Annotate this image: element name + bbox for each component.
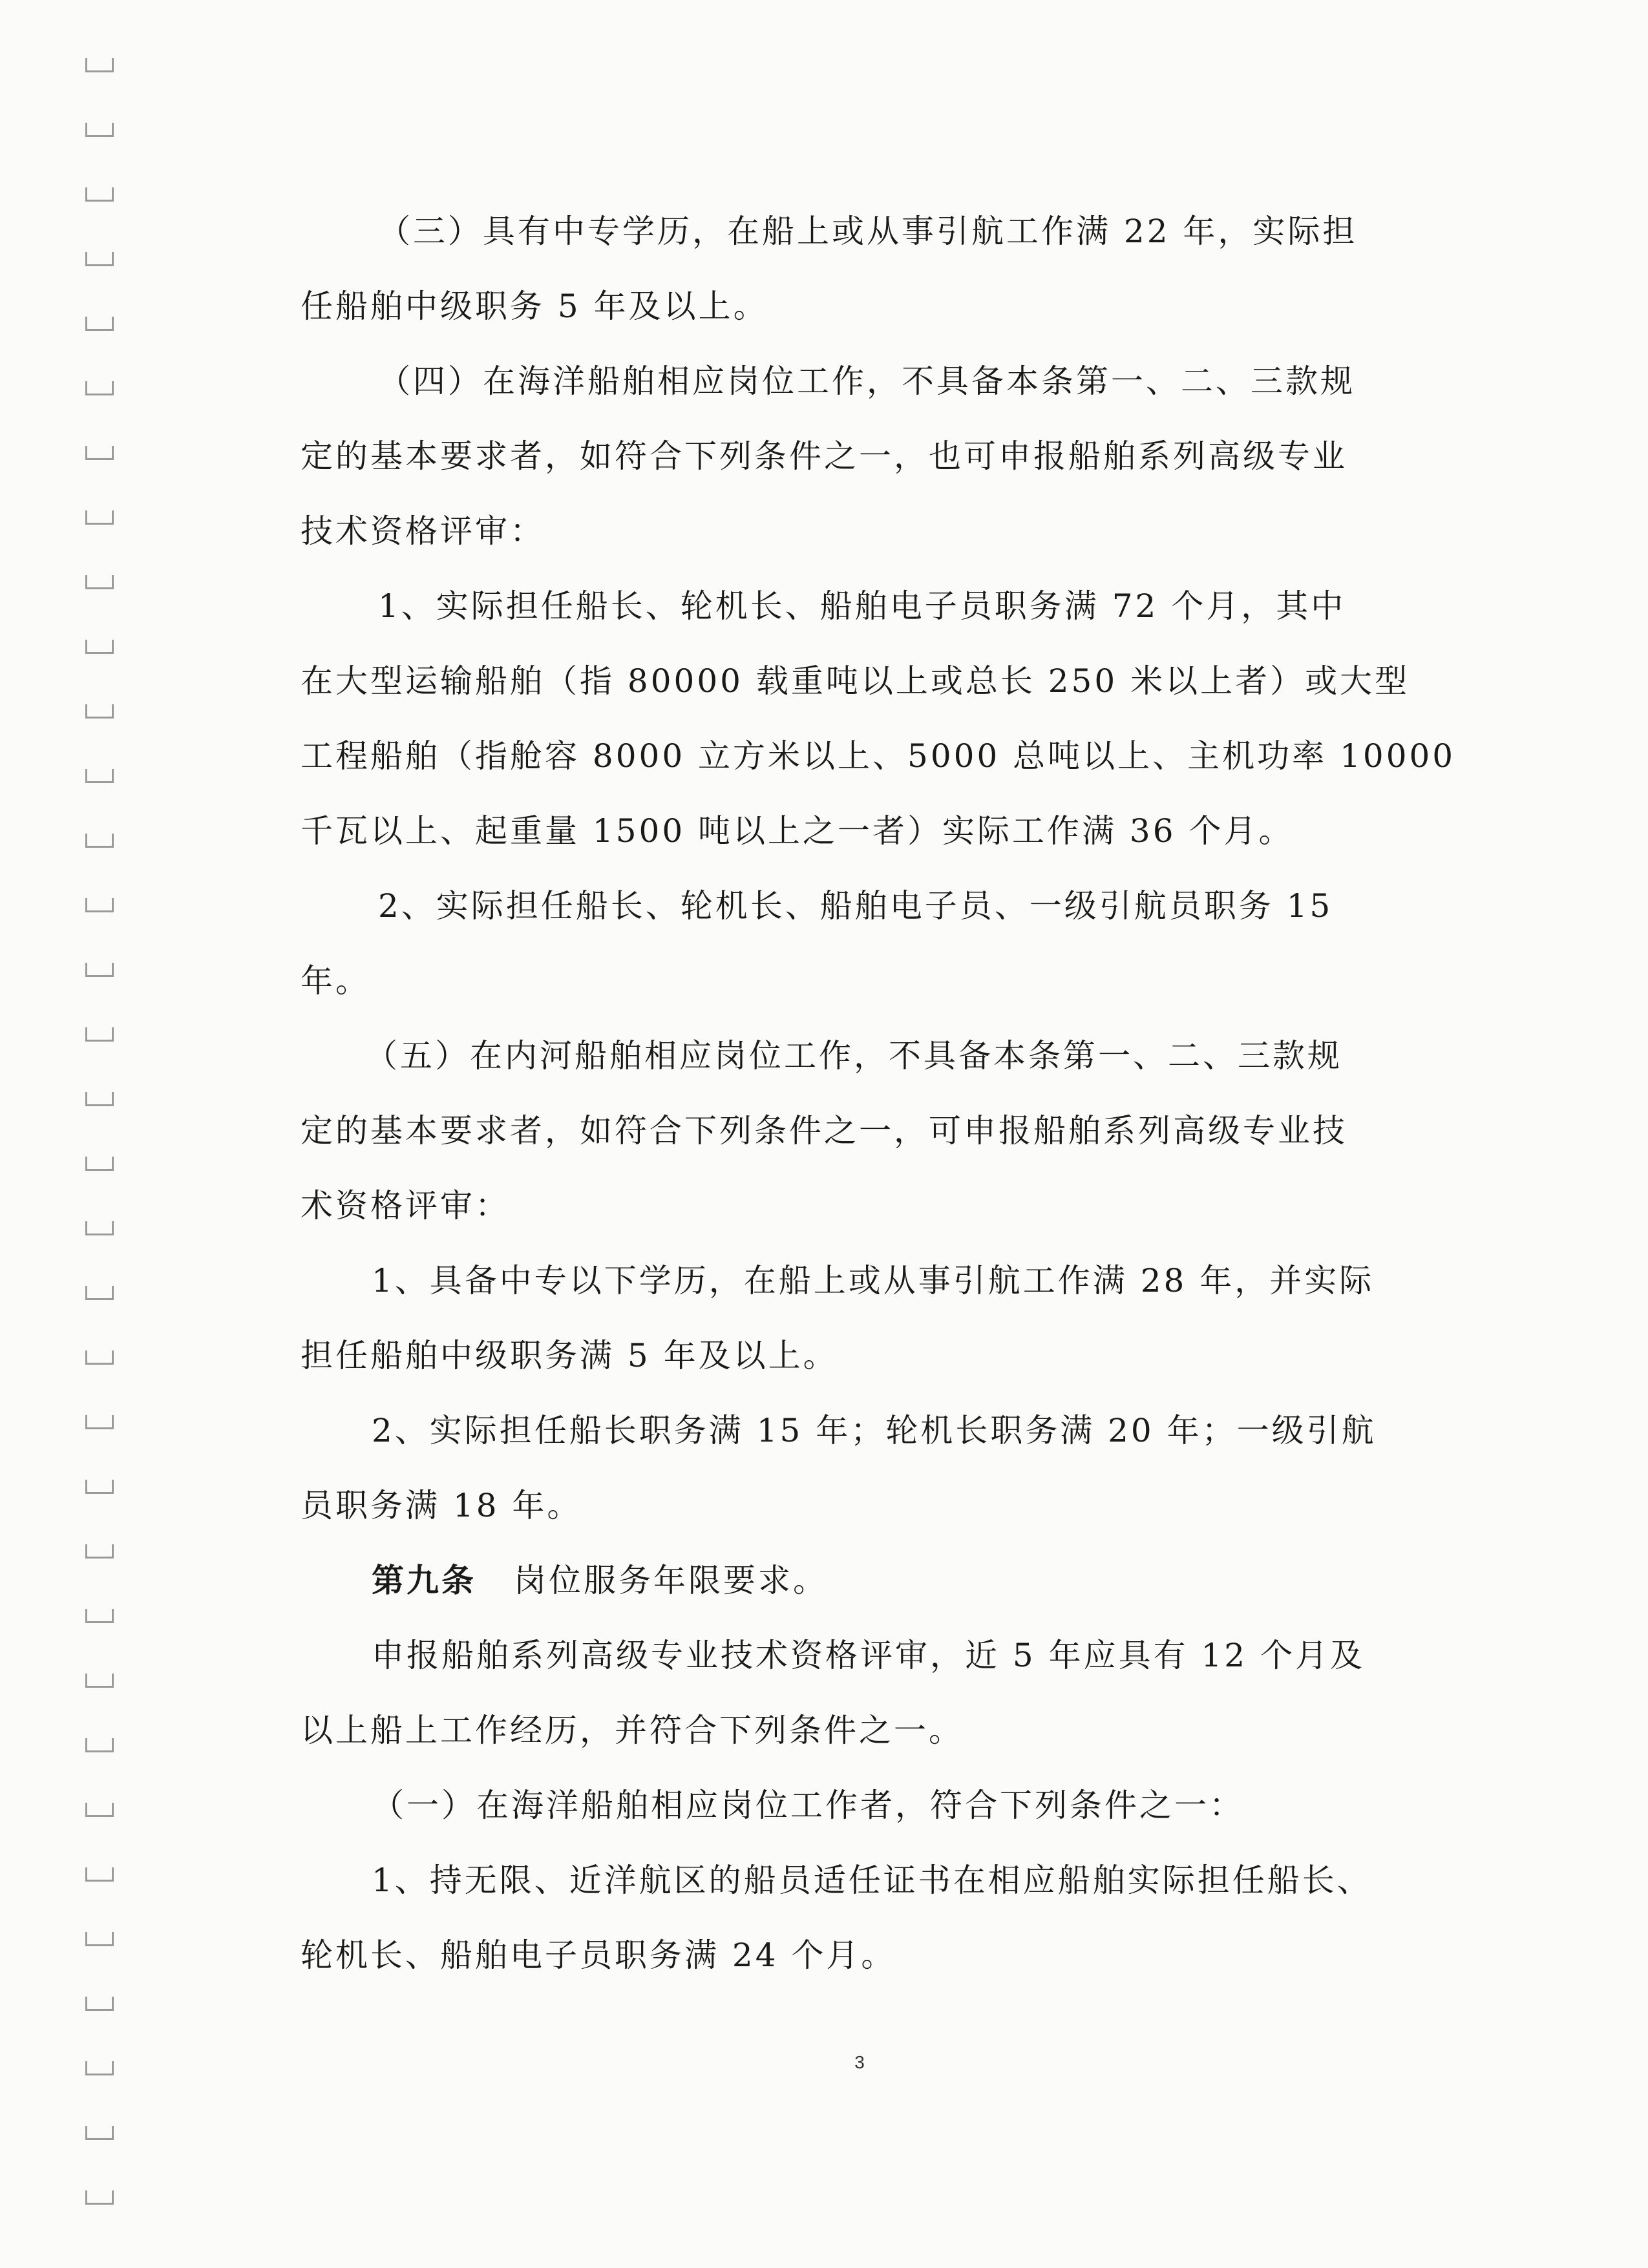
- binding-hole: [85, 381, 114, 395]
- binding-hole: [85, 704, 114, 719]
- binding-hole: [85, 1480, 114, 1494]
- text-line: 千瓦以上、起重量 1500 吨以上之一者）实际工作满 36 个月。: [301, 812, 1294, 850]
- binding-hole: [85, 187, 114, 202]
- text-line: 年。: [301, 962, 370, 1000]
- binding-hole: [85, 963, 114, 977]
- binding-hole: [85, 446, 114, 460]
- binding-hole: [85, 123, 114, 137]
- binding-hole: [85, 252, 114, 266]
- text-line: 定的基本要求者，如符合下列条件之一，也可申报船舶系列高级专业: [301, 437, 1347, 475]
- binding-hole: [85, 1674, 114, 1688]
- binding-hole: [85, 1157, 114, 1171]
- text-line: （一）在海洋船舶相应岗位工作者，符合下列条件之一：: [372, 1787, 1244, 1824]
- binding-hole: [85, 1350, 114, 1365]
- text-line: 技术资格评审：: [301, 512, 545, 550]
- binding-hole: [85, 1092, 114, 1106]
- text-line: 2、实际担任船长、轮机长、船舶电子员、一级引航员职务 15: [378, 887, 1333, 925]
- article-title: 岗位服务年限要求。: [514, 1562, 828, 1599]
- text-line: 1、实际担任船长、轮机长、船舶电子员职务满 72 个月，其中: [378, 587, 1346, 625]
- text-line: 1、具备中专以下学历，在船上或从事引航工作满 28 年，并实际: [372, 1262, 1375, 1299]
- text-line: （三）具有中专学历，在船上或从事引航工作满 22 年，实际担: [378, 213, 1358, 250]
- binding-hole: [85, 1867, 114, 1882]
- binding-hole: [85, 834, 114, 848]
- binding-hole: [85, 1738, 114, 1752]
- binding-hole: [85, 58, 114, 72]
- binding-hole: [85, 575, 114, 589]
- binding-hole: [85, 1997, 114, 2011]
- text-line: 工程船舶（指舱容 8000 立方米以上、5000 总吨以上、主机功率 10000: [301, 737, 1456, 775]
- binding-hole: [85, 1415, 114, 1429]
- binding-hole: [85, 2126, 114, 2140]
- text-line: 以上船上工作经历，并符合下列条件之一。: [301, 1712, 964, 1749]
- binding-hole: [85, 1027, 114, 1042]
- article-heading: 第九条: [372, 1561, 476, 1599]
- binding-hole: [85, 2190, 114, 2205]
- text-line: 术资格评审：: [301, 1187, 510, 1224]
- text-line: 申报船舶系列高级专业技术资格评审，近 5 年应具有 12 个月及: [372, 1637, 1366, 1674]
- text-line: 在大型运输船舶（指 80000 载重吨以上或总长 250 米以上者）或大型: [301, 662, 1410, 700]
- binding-holes: [85, 58, 118, 2255]
- page-number: 3: [854, 2052, 865, 2072]
- binding-hole: [85, 769, 114, 783]
- binding-hole: [85, 2061, 114, 2075]
- binding-hole: [85, 510, 114, 525]
- binding-hole: [85, 1286, 114, 1300]
- text-line: 任船舶中级职务 5 年及以上。: [301, 288, 768, 325]
- binding-hole: [85, 1544, 114, 1559]
- binding-hole: [85, 1221, 114, 1235]
- binding-hole: [85, 1609, 114, 1623]
- text-line: 员职务满 18 年。: [301, 1487, 582, 1524]
- text-line: 定的基本要求者，如符合下列条件之一，可申报船舶系列高级专业技: [301, 1112, 1347, 1150]
- text-line: 担任船舶中级职务满 5 年及以上。: [301, 1337, 838, 1374]
- binding-hole: [85, 640, 114, 654]
- binding-hole: [85, 1932, 114, 1946]
- binding-hole: [85, 898, 114, 912]
- text-line: 轮机长、船舶电子员职务满 24 个月。: [301, 1937, 896, 1974]
- binding-hole: [85, 317, 114, 331]
- text-line: 2、实际担任船长职务满 15 年；轮机长职务满 20 年；一级引航: [372, 1412, 1377, 1449]
- text-line: （四）在海洋船舶相应岗位工作，不具备本条第一、二、三款规: [378, 362, 1355, 400]
- text-line: 1、持无限、近洋航区的船员适任证书在相应船舶实际担任船长、: [372, 1862, 1372, 1899]
- binding-hole: [85, 1803, 114, 1817]
- text-line: （五）在内河船舶相应岗位工作，不具备本条第一、二、三款规: [365, 1037, 1342, 1075]
